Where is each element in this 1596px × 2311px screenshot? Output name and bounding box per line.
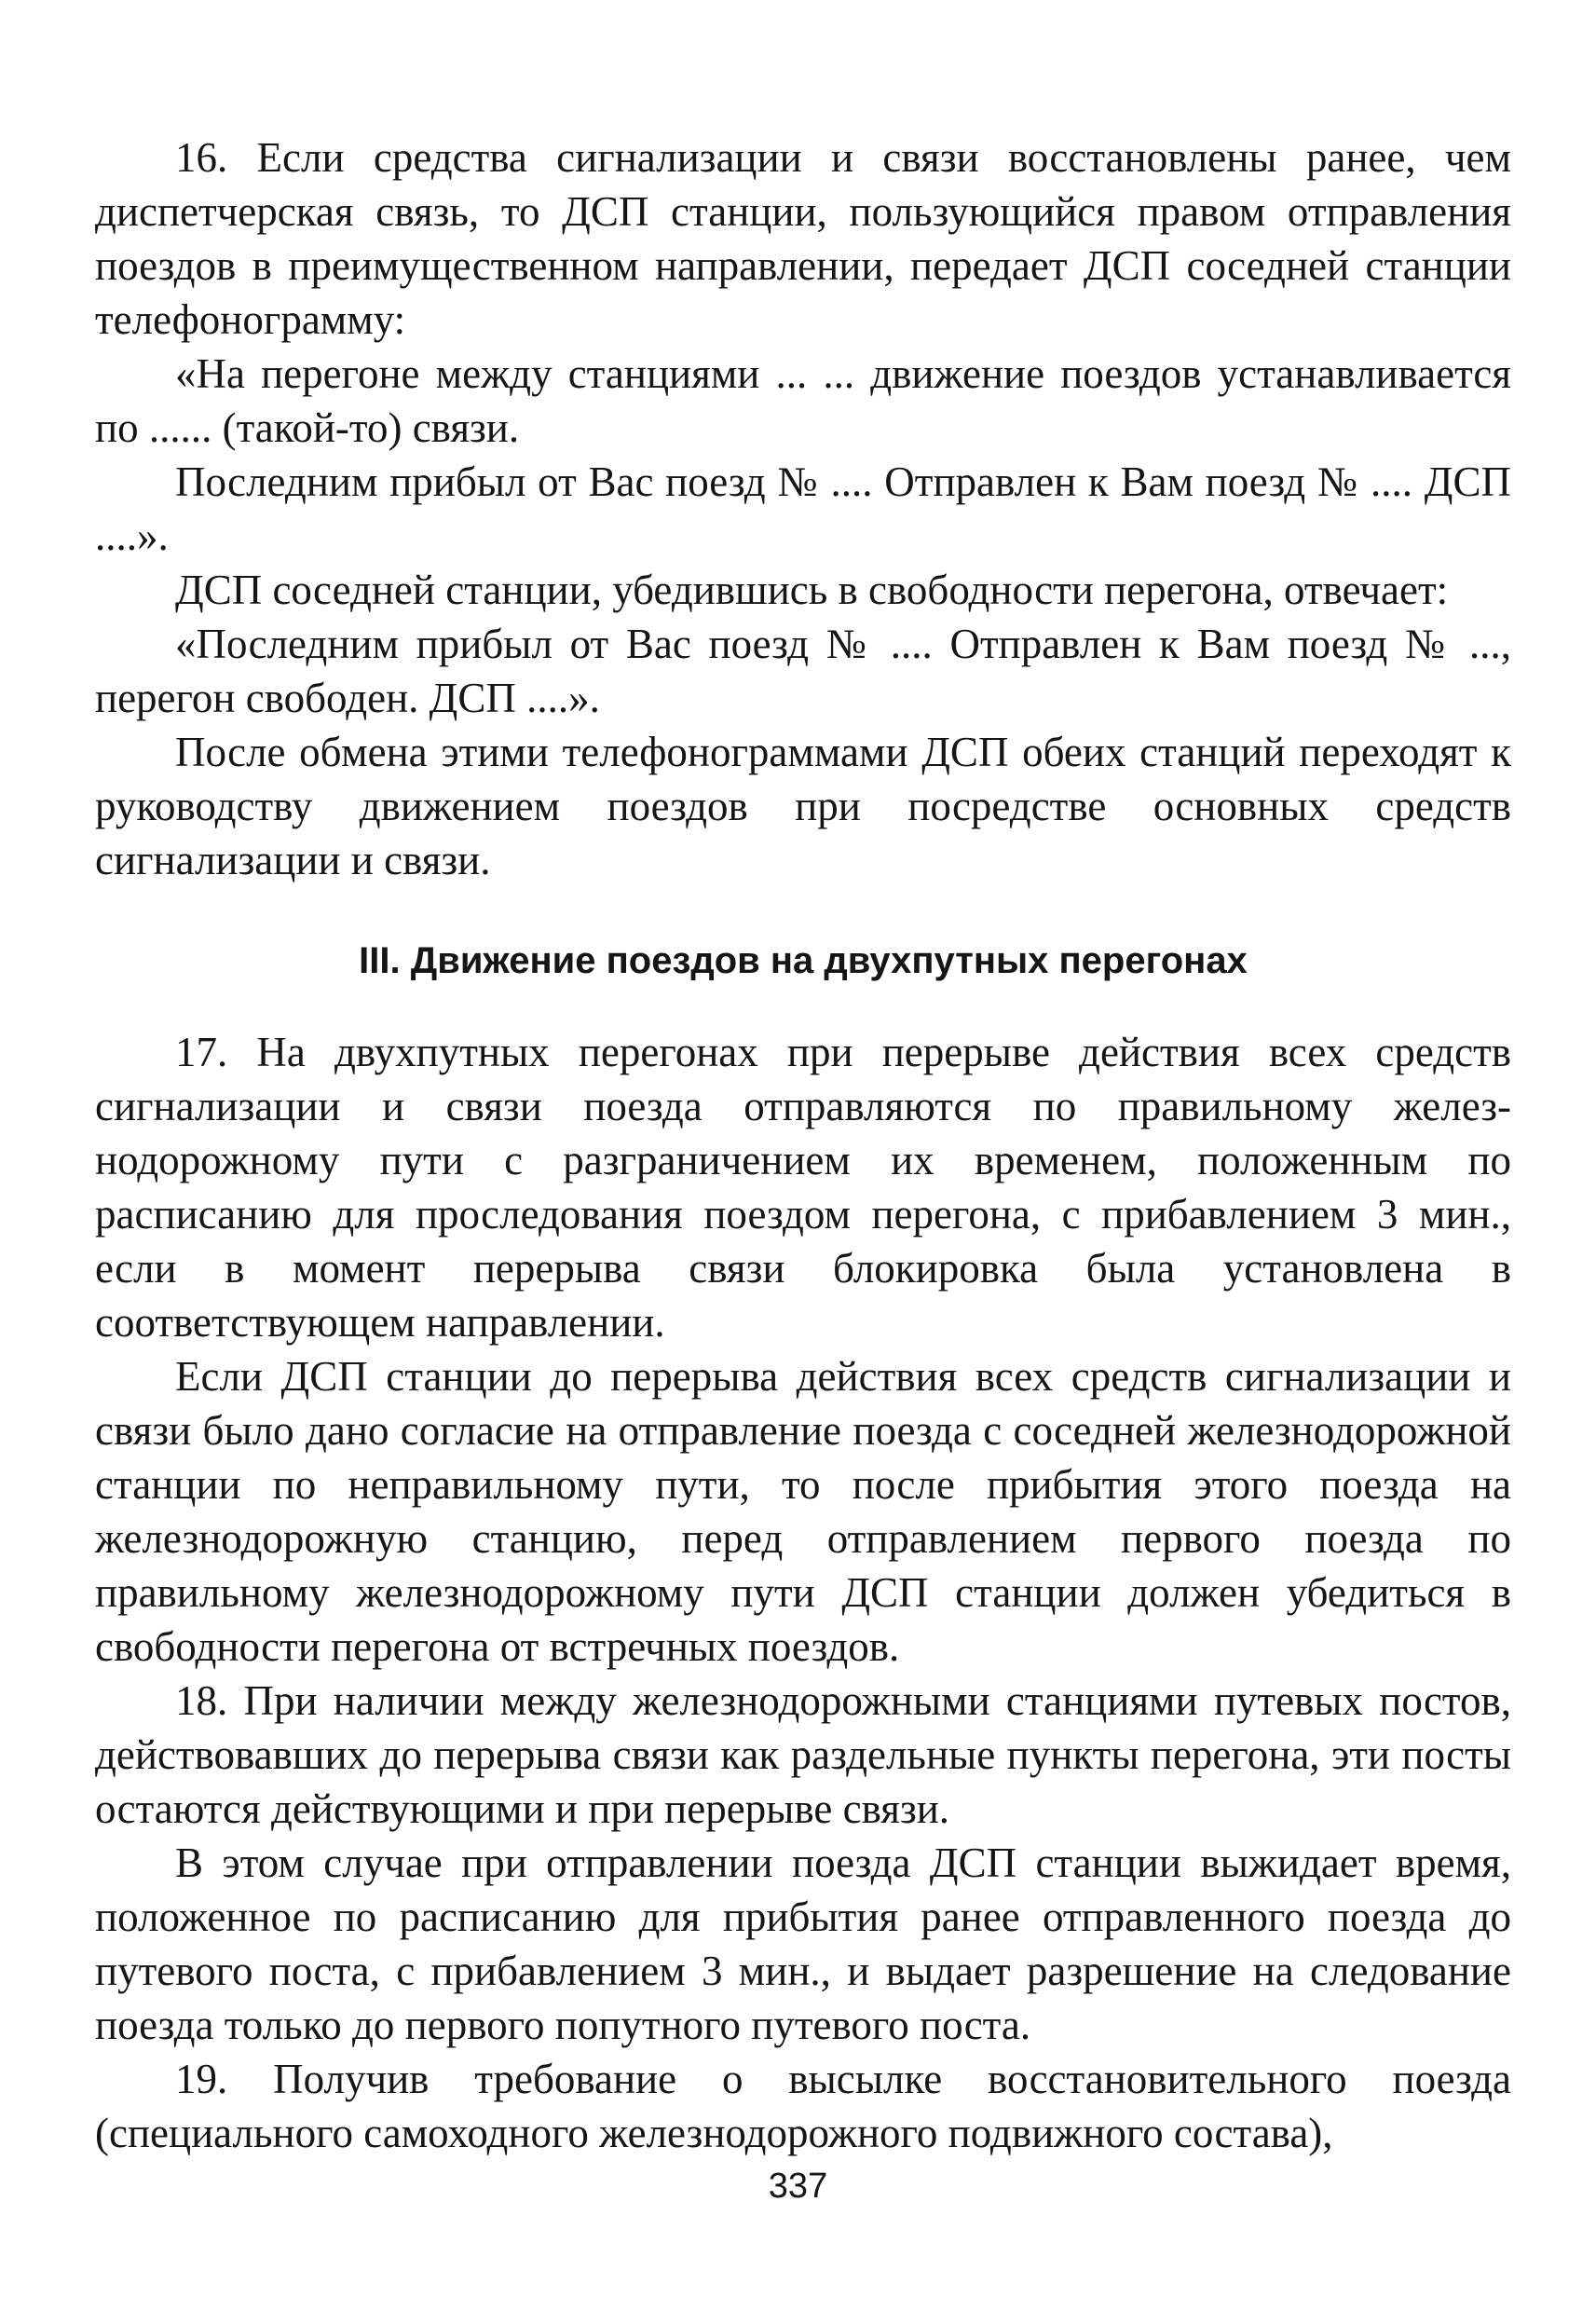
paragraph-16-conclusion: После обмена этими телефонограммами ДСП обеих станций переходят к руководству движением поездов при посредстве основных средств сигнализации и связи. [95,729,1511,883]
paragraph-17-continued: Если ДСП станции до перерыва действия всех средств сигнализации и связи было дано согласие на отправление поезда с соседней железнодорожной станции по неправильному пути, то после прибытия этого поезда на железнодорожную станцию, перед отправлением первого поезда по правильному железнодорожному пути ДСП станции должен убедиться в свободности перегона от встречных поездов. [95,1353,1511,1670]
section-heading: III. Движение поездов на двухпутных перегонах [359,940,1248,981]
paragraph-19: 19. Получив требование о высылке восстановительного поезда (специального самоходного железнодорожного подвижного состава), [95,2056,1511,2156]
page-number: 337 [768,2167,828,2206]
paragraph-16-intro: 16. Если средства сигнализации и связи восстановлены ранее, чем диспетчерская связь, то ДСП станции, пользующийся правом отправления поездов в преимущественном направлении, передает ДСП соседней станции телефонограмму: [95,134,1511,343]
paragraph-17: 17. На двухпутных перегонах при перерыве действия всех средств сигнализации и связи поезда отправляются по правильному железнодорожному пути с разграничением их временем, положенным по расписанию для проследования поездом перегона, с прибавлением 3 мин., если в момент перерыва связи блокировка была установлена в соответствующем направлении. [95,1029,1511,1346]
paragraph-16-telephonogram-1: «На перегоне между станциями ... ... движение поездов устанавливается по ...... (такой-то) связи. [95,350,1511,451]
paragraph-18: 18. При наличии между железнодорожными станциями путевых постов, действовавших до перерыва связи как раздельные пункты перегона, эти посты остаются действующими и при перерыве связи. [95,1677,1511,1832]
paragraph-16-reply: «Последним прибыл от Вас поезд № .... Отправлен к Вам поезд № ..., перегон свободен. ДСП ....». [95,621,1511,721]
document-page [95,130,1511,2160]
paragraph-16-telephonogram-2: Последним прибыл от Вас поезд № .... Отправлен к Вам поезд № .... ДСП ....». [95,458,1511,559]
paragraph-18-continued: В этом случае при отправлении поезда ДСП станции выжидает время, положенное по расписанию для прибытия ранее отправленного поезда до путевого поста, с прибавлением 3 мин., и выдает разрешение на следование поезда только до первого попутного путевого поста. [95,1839,1511,2048]
paragraph-16-reply-intro: ДСП соседней станции, убедившись в свободности перегона, отвечает: [175,567,1449,613]
